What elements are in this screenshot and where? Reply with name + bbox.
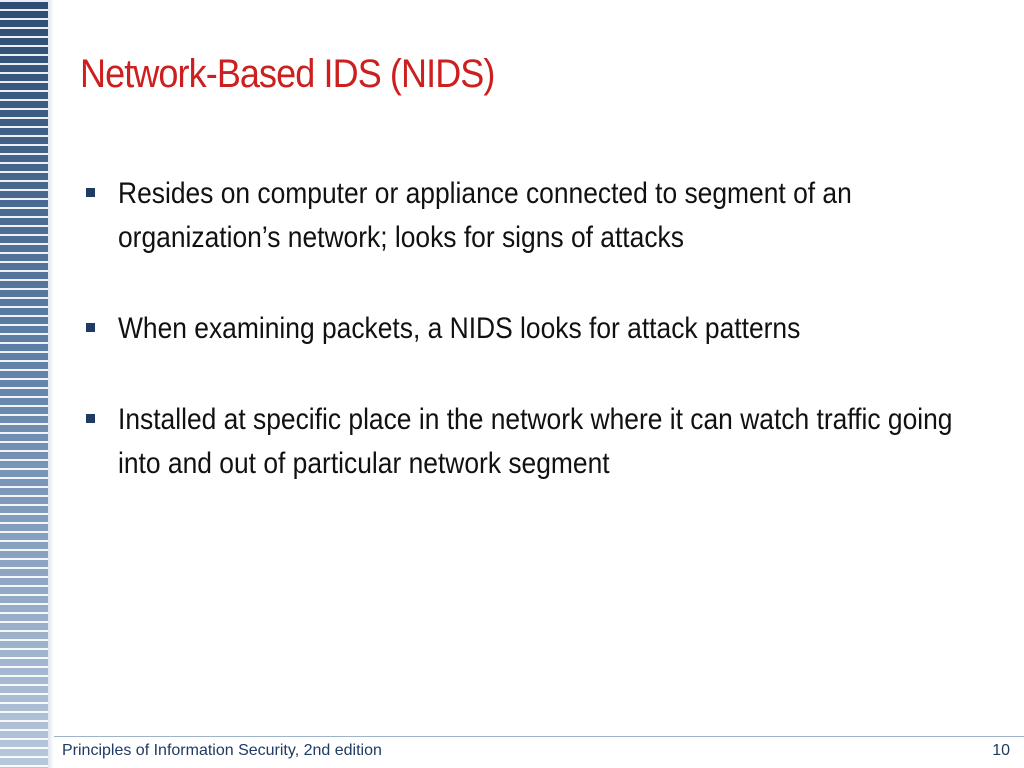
footer-divider — [54, 736, 1024, 737]
bullet-text: Installed at specific place in the network where it can watch traffic going into and out of particular network segment — [118, 403, 953, 480]
bullet-item — [86, 172, 986, 260]
square-bullet-icon — [86, 414, 95, 423]
bullet-item — [86, 307, 986, 351]
bullet-text: When examining packets, a NIDS looks for attack patterns — [118, 312, 801, 345]
decorative-sidebar-stripes — [0, 0, 48, 768]
bullet-item — [86, 398, 986, 486]
bullet-text: Resides on computer or appliance connected to segment of an organization’s network; looks for signs of attacks — [118, 177, 852, 254]
bullet-list — [86, 172, 986, 533]
square-bullet-icon — [86, 188, 95, 197]
page-number: 10 — [992, 742, 1010, 759]
sidebar-edge — [48, 0, 54, 768]
slide-title: Network-Based IDS (NIDS) — [80, 52, 495, 96]
footer-course-title: Principles of Information Security, 2nd edition — [62, 742, 382, 759]
square-bullet-icon — [86, 323, 95, 332]
